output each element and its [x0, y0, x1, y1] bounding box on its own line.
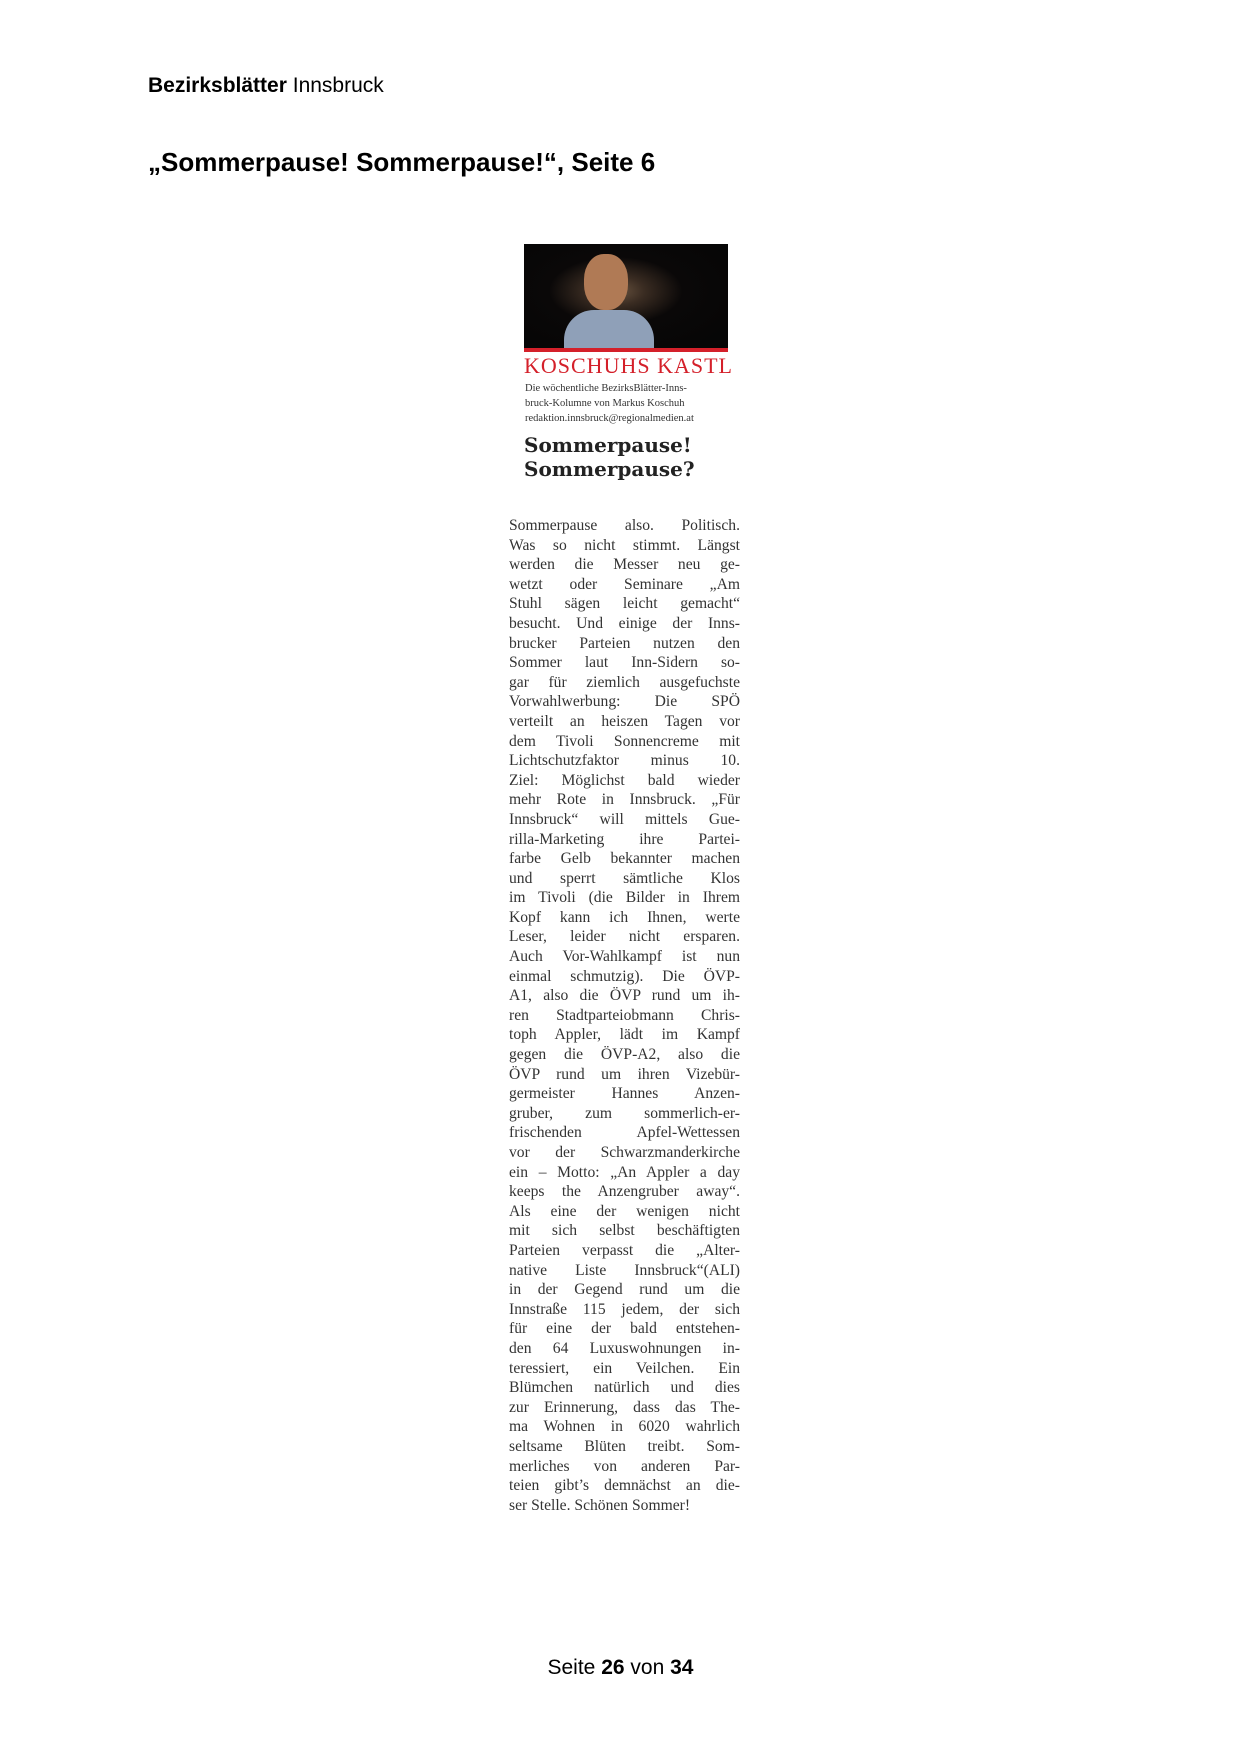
body-line: Was so nicht stimmt. Längst [509, 536, 740, 554]
body-line: native Liste Innsbruck“(ALI) [509, 1261, 740, 1279]
body-line: Innstraße 115 jedem, der sich [509, 1300, 740, 1318]
body-line: den 64 Luxuswohnungen in- [509, 1339, 740, 1357]
body-line: Stuhl sägen leicht gemacht“ [509, 595, 740, 613]
publication-name: Bezirksblätter [148, 74, 287, 97]
body-line: teressiert, ein Veilchen. Ein [509, 1359, 740, 1377]
body-line: Parteien verpasst die „Alter- [509, 1241, 740, 1259]
page-title: „Sommerpause! Sommerpause!“, Seite 6 [148, 147, 656, 177]
body-line: ein – Motto: „An Appler a day [509, 1163, 740, 1181]
body-line: rilla-Marketing ihre Partei- [509, 830, 740, 848]
body-line: ÖVP rund um ihren Vizebür- [509, 1065, 740, 1083]
body-line: ser Stelle. Schönen Sommer! [509, 1496, 691, 1514]
page-header [148, 74, 384, 98]
subline-text: bruck-Kolumne von Markus Koschuh [525, 398, 685, 409]
body-line: Ziel: Möglichst bald wieder [509, 771, 740, 789]
body-line: mit sich selbst beschäftigten [509, 1222, 740, 1240]
body-line: Vorwahlwerbung: Die SPÖ [509, 693, 740, 711]
body-line: Sommer laut Inn-Sidern so- [509, 654, 740, 672]
body-line: und sperrt sämtliche Klos [509, 869, 740, 887]
column-subline [525, 381, 694, 426]
body-line: vor der Schwarzmanderkirche [509, 1144, 740, 1161]
body-line: farbe Gelb bekannter machen [509, 850, 740, 868]
body-line: Lichtschutzfaktor minus 10. [509, 752, 740, 770]
body-line: teien gibt’s demnächst an die- [509, 1477, 740, 1495]
article-headline [524, 433, 695, 481]
body-line: brucker Parteien nutzen den [509, 634, 740, 652]
body-line: Auch Vor-Wahlkampf ist nun [509, 948, 740, 966]
body-line: in der Gegend rund um die [509, 1281, 740, 1299]
body-line: Blümchen natürlich und dies [509, 1379, 740, 1397]
publication-location: Innsbruck [292, 74, 384, 97]
body-line: werden die Messer neu ge- [509, 556, 740, 574]
body-line: wetzt oder Seminare „Am [509, 575, 740, 593]
footer-of: von [630, 1656, 665, 1679]
body-line: gegen die ÖVP-A2, also die [509, 1046, 740, 1064]
column-kicker: KOSCHUHS KASTL [524, 353, 733, 378]
body-line: keeps the Anzengruber away“. [509, 1183, 740, 1201]
total-pages: 34 [670, 1656, 694, 1679]
body-line: Leser, leider nicht ersparen. [509, 928, 740, 946]
body-line: gar für ziemlich ausgefuchste [509, 673, 740, 691]
body-line: für eine der bald entstehen- [509, 1320, 740, 1338]
body-line: merliches von anderen Par- [509, 1457, 740, 1475]
body-line: mehr Rote in Innsbruck. „Für [509, 791, 740, 809]
body-line: frischenden Apfel-Wettessen [509, 1124, 740, 1142]
article-body [509, 516, 740, 1515]
body-line: verteilt an heiszen Tagen vor [509, 712, 740, 730]
body-line: zur Erinnerung, dass das The- [509, 1398, 740, 1416]
footer-label: Seite [547, 1656, 596, 1679]
body-line: germeister Hannes Anzen- [509, 1085, 740, 1103]
headline-line: Sommerpause! [524, 433, 692, 457]
body-line: A1, also die ÖVP rund um ih- [509, 987, 740, 1005]
body-line: ren Stadtparteiobmann Chris- [509, 1006, 740, 1024]
body-line: einmal schmutzig). Die ÖVP- [509, 967, 740, 985]
subline-text: Die wöchentliche BezirksBlätter-Inns- [525, 383, 687, 394]
body-line: besucht. Und einige der Inns- [509, 614, 740, 632]
body-line: Innsbruck“ will mittels Gue- [509, 810, 740, 828]
columnist-photo [524, 244, 728, 352]
body-line: toph Appler, lädt im Kampf [509, 1026, 740, 1044]
subline-email: redaktion.innsbruck@regionalmedien.at [525, 413, 694, 424]
body-line: Sommerpause also. Politisch. [509, 517, 740, 534]
body-line: dem Tivoli Sonnencreme mit [509, 732, 740, 750]
body-line: Kopf kann ich Ihnen, werte [509, 908, 740, 926]
body-line: Als eine der wenigen nicht [509, 1202, 740, 1220]
body-line: ma Wohnen in 6020 wahrlich [509, 1418, 740, 1436]
current-page: 26 [601, 1656, 625, 1679]
page-footer [0, 1656, 1241, 1680]
body-line: seltsame Blüten treibt. Som- [509, 1437, 740, 1455]
body-line: im Tivoli (die Bilder in Ihrem [509, 889, 740, 907]
headline-line: Sommerpause? [524, 457, 695, 481]
body-line: gruber, zum sommerlich-er- [509, 1104, 740, 1122]
